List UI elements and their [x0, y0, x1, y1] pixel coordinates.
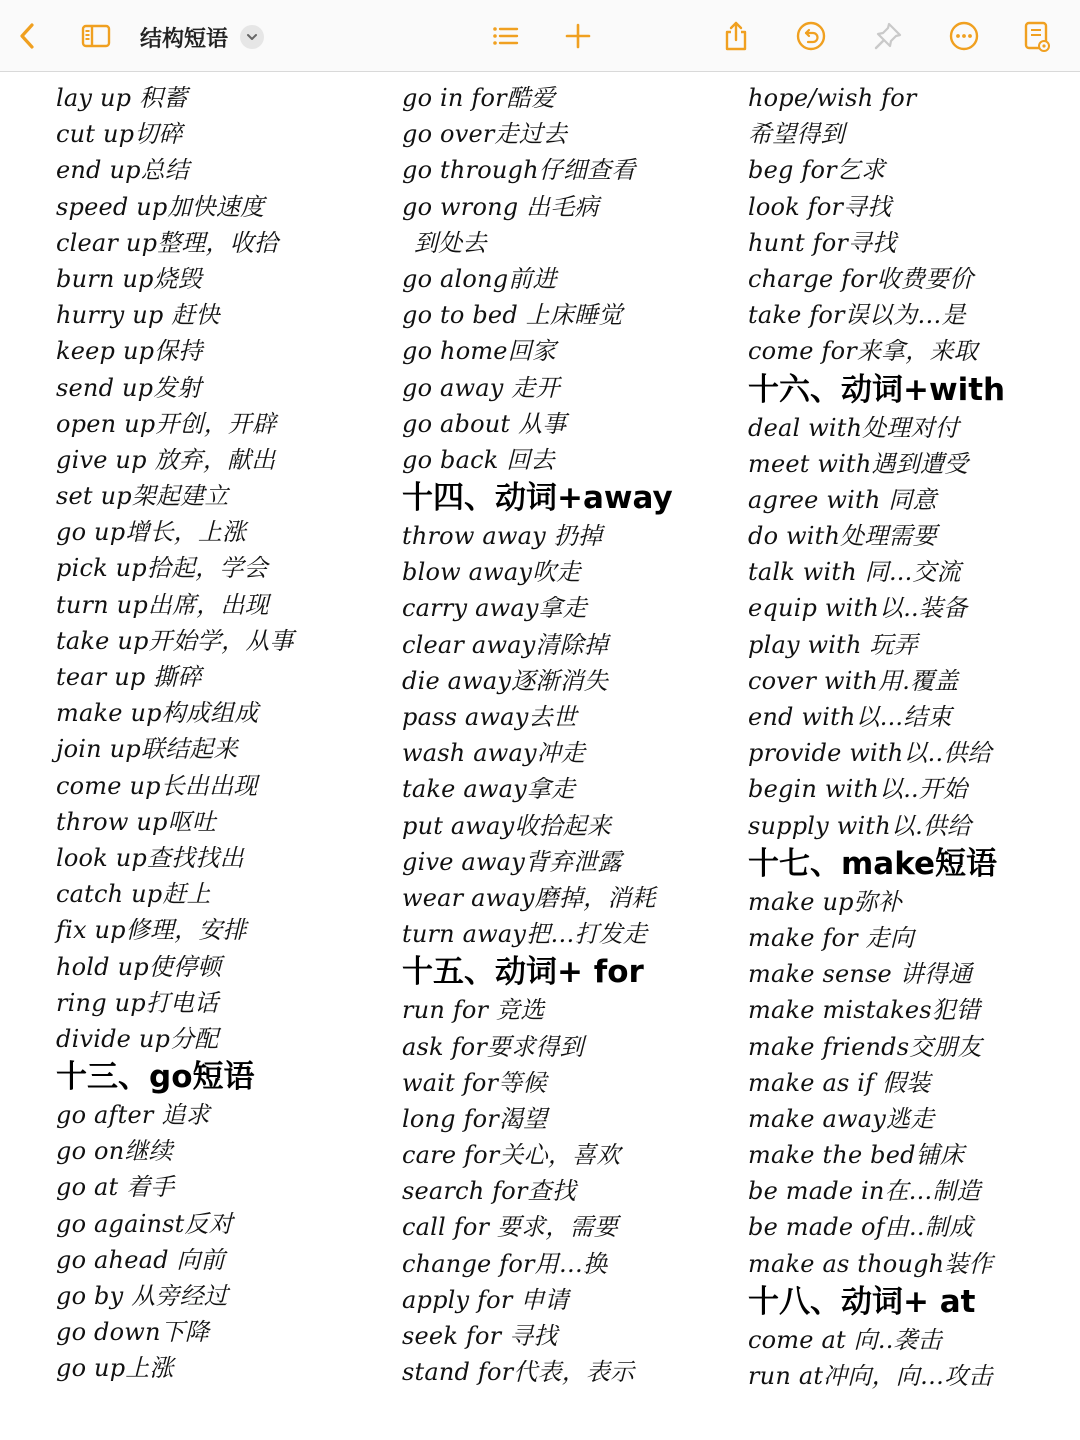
phrase-line: go along前进	[402, 264, 557, 293]
column-3	[748, 80, 1068, 1394]
phrase-line: make the bed铺床	[748, 1141, 965, 1170]
back-chevron-icon	[12, 20, 44, 52]
phrase-line: come for来拿，来取	[748, 337, 978, 366]
phrase-line: lay up 积蓄	[56, 84, 188, 112]
phrase-line: throw away 扔掉	[402, 522, 603, 551]
toolbar	[0, 0, 1080, 72]
phrase-line: be made of由..制成	[748, 1213, 974, 1242]
phrase-line: apply for 申请	[402, 1285, 569, 1314]
phrase-line: clear away清除掉	[402, 630, 609, 659]
phrase-line: pass away去世	[402, 703, 577, 731]
phrase-line: tear up 撕碎	[56, 663, 202, 691]
back-button[interactable]	[6, 14, 50, 58]
share-icon	[720, 20, 752, 52]
phrase-line: go through仔细查看	[402, 156, 636, 185]
phrase-line: go home回家	[402, 337, 557, 366]
phrase-line: pick up拾起，学会	[56, 554, 268, 583]
phrase-line: cut up切碎	[56, 120, 183, 149]
title-menu-button[interactable]	[240, 25, 264, 49]
phrase-line: go on继续	[56, 1137, 173, 1166]
phrase-line: clear up整理，收拾	[56, 228, 279, 257]
phrase-line: long for渴望	[402, 1104, 548, 1133]
phrase-line: hunt for寻找	[748, 228, 897, 257]
section-heading: 十五、动词+ for	[402, 954, 644, 991]
phrase-line: ask for要求得到	[402, 1032, 584, 1061]
chevron-down-icon	[245, 30, 259, 44]
phrase-line: go in for酷爱	[402, 84, 556, 112]
reader-button[interactable]	[1014, 14, 1058, 58]
plus-icon	[562, 20, 594, 52]
phrase-line: come up长出出现	[56, 771, 258, 800]
phrase-line: hold up使停顿	[56, 952, 222, 981]
phrase-line: search for查找	[402, 1177, 577, 1206]
phrase-line: go over走过去	[402, 120, 568, 149]
phrase-line: run at冲向，向…攻击	[748, 1362, 993, 1390]
more-icon	[948, 20, 980, 52]
document-title[interactable]: 结构短语	[140, 26, 229, 51]
phrase-line: make friends交朋友	[748, 1032, 982, 1061]
phrase-line: go down下降	[56, 1318, 210, 1347]
sidebar-icon	[80, 20, 112, 52]
phrase-line: come at 向..袭击	[748, 1325, 942, 1354]
more-button[interactable]	[942, 14, 986, 58]
section-heading: 十三、go短语	[56, 1059, 255, 1096]
phrase-line: carry away拿走	[402, 594, 588, 623]
reader-icon	[1020, 20, 1052, 52]
phrase-line: give away背弃泄露	[402, 847, 622, 876]
list-format-button[interactable]	[483, 14, 527, 58]
phrase-line: go up上涨	[56, 1354, 174, 1383]
phrase-line: turn up出席，出现	[56, 590, 269, 619]
phrase-line: wait for等候	[402, 1068, 547, 1097]
phrase-line: equip with以..装备	[748, 594, 968, 623]
phrase-line: die away逐渐消失	[402, 666, 608, 695]
phrase-line: wash away冲走	[402, 739, 586, 768]
phrase-line: go at 着手	[56, 1173, 175, 1202]
phrase-line: go after 追求	[56, 1101, 210, 1130]
phrase-line: go wrong 出毛病	[402, 192, 599, 221]
phrase-line: go back 回去	[402, 445, 555, 474]
phrase-line: take away拿走	[402, 775, 576, 804]
section-heading: 十四、动词+away	[402, 480, 673, 517]
phrase-line: seek for 寻找	[402, 1322, 558, 1350]
pin-button[interactable]	[866, 14, 910, 58]
phrase-line: go up增长，上涨	[56, 518, 247, 547]
phrase-line: blow away吹走	[402, 558, 581, 587]
sidebar-button[interactable]	[74, 14, 118, 58]
phrase-line: be made in在...制造	[748, 1177, 981, 1206]
list-icon	[489, 20, 521, 52]
phrase-line: go away 走开	[402, 373, 560, 402]
phrase-line: look for寻找	[748, 192, 892, 221]
phrase-line: throw up呕吐	[56, 807, 217, 836]
phrase-line: turn away把…打发走	[402, 920, 648, 949]
phrase-line: deal with处理对付	[748, 413, 960, 442]
phrase-line: divide up分配	[56, 1024, 219, 1053]
phrase-line: end up总结	[56, 156, 190, 185]
phrase-line: care for关心，喜欢	[402, 1141, 621, 1170]
phrase-line: hope/wish for	[748, 84, 917, 112]
phrase-line: 希望得到	[748, 120, 845, 149]
phrase-line: put away收拾起来	[402, 811, 612, 840]
phrase-line: go ahead 向前	[56, 1245, 225, 1274]
phrase-line: make as if 假装	[748, 1068, 931, 1097]
phrase-line: make away逃走	[748, 1104, 935, 1133]
phrase-line: end with以...结束	[748, 703, 952, 731]
phrase-line: burn up烧毁	[56, 264, 202, 293]
phrase-line: keep up保持	[56, 337, 203, 366]
phrase-line: hurry up 赶快	[56, 301, 220, 330]
phrase-line: agree with 同意	[748, 485, 937, 514]
phrase-line: take up开始学，从事	[56, 626, 294, 655]
phrase-line: meet with遇到遭受	[748, 449, 969, 478]
phrase-line: join up联结起来	[56, 735, 238, 764]
phrase-line: make up弥补	[748, 887, 903, 916]
phrase-line: run for 竞选	[402, 996, 545, 1025]
phrase-line: go against反对	[56, 1209, 233, 1238]
phrase-line: cover with用.覆盖	[748, 666, 959, 695]
phrase-line: make up构成组成	[56, 699, 259, 728]
phrase-line: make mistakes犯错	[748, 996, 981, 1025]
phrase-line: give up 放弃，献出	[56, 445, 276, 474]
phrase-line: go about 从事	[402, 409, 567, 438]
phrase-line: make for 走向	[748, 923, 915, 952]
phrase-line: take for误以为…是	[748, 301, 966, 330]
section-heading: 十七、make短语	[748, 845, 998, 882]
phrase-line: call for 要求，需要	[402, 1213, 618, 1242]
phrase-line: supply with以.供给	[748, 811, 972, 840]
undo-icon	[795, 20, 827, 52]
phrase-line: provide with以..供给	[748, 739, 992, 768]
phrase-line: catch up赶上	[56, 880, 211, 909]
phrase-line: talk with 同...交流	[748, 558, 961, 587]
phrase-line: ring up打电话	[56, 988, 219, 1017]
phrase-line: do with处理需要	[748, 522, 937, 551]
phrase-line: open up开创，开辟	[56, 409, 277, 438]
add-button[interactable]	[556, 14, 600, 58]
phrase-line: speed up加快速度	[56, 192, 265, 221]
phrase-line: make as though装作	[748, 1249, 993, 1278]
undo-button[interactable]	[789, 14, 833, 58]
phrase-line: charge for收费要价	[748, 264, 974, 293]
column-1	[56, 80, 386, 1387]
phrase-line: stand for代表，表示	[402, 1358, 635, 1387]
phrase-line: set up架起建立	[56, 482, 229, 511]
phrase-line: make sense 讲得通	[748, 960, 973, 989]
phrase-line: send up发射	[56, 373, 202, 402]
phrase-line: beg for乞求	[748, 156, 886, 185]
column-2	[402, 80, 732, 1390]
phrase-line: wear away磨掉，消耗	[402, 883, 656, 912]
share-button[interactable]	[714, 14, 758, 58]
phrase-line: 到处去	[414, 228, 487, 257]
phrase-line: go to bed 上床睡觉	[402, 301, 623, 330]
section-heading: 十八、动词+ at	[748, 1283, 976, 1320]
phrase-line: play with 玩弄	[748, 630, 918, 659]
phrase-line: change for用…换	[402, 1249, 608, 1278]
section-heading: 十六、动词+with	[748, 371, 1006, 408]
pin-icon	[872, 20, 904, 52]
phrase-line: begin with以..开始	[748, 775, 968, 804]
phrase-line: fix up修理，安排	[56, 916, 247, 945]
phrase-line: look up查找找出	[56, 843, 244, 872]
phrase-line: go by 从旁经过	[56, 1282, 228, 1310]
